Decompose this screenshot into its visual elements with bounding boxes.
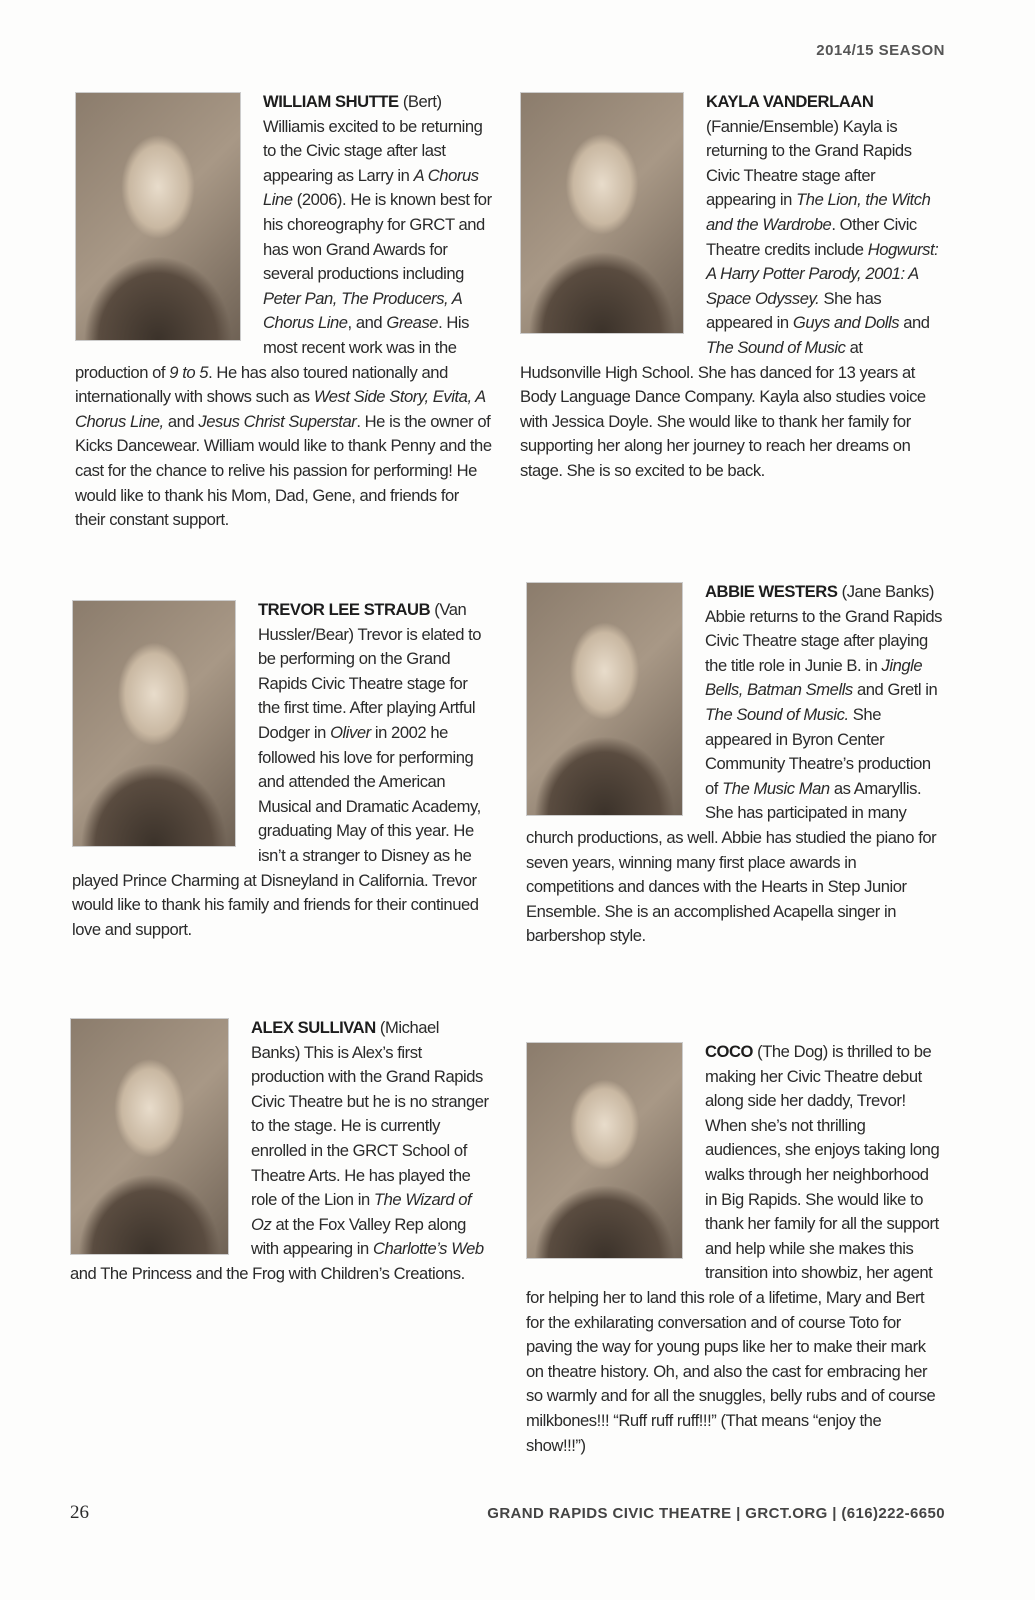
bio-william-shutte xyxy=(75,90,493,533)
page-number: 26 xyxy=(70,1502,89,1523)
headshot-photo xyxy=(72,600,236,847)
bio-trevor-lee-straub xyxy=(72,598,492,942)
bio-kayla-vanderlaan xyxy=(520,90,940,484)
headshot-photo xyxy=(75,92,241,341)
bio-text: (Fannie/Ensemble) Kayla is returning to the Grand Rapids Civic Theatre stage after appearing in xyxy=(706,116,912,210)
production-title: Charlotte’s Web xyxy=(372,1239,484,1259)
season-label: 2014/15 SEASON xyxy=(816,42,945,59)
bio-text: (Van Hussler/Bear) Trevor is elated to be performing on the Grand Rapids Civic Theatre stage for the first time. After playing Artful Dodger in xyxy=(258,600,482,742)
performer-name: ABBIE WESTERS xyxy=(705,582,838,601)
bio-text: (2006). He is known best for his choreography for GRCT and has won Grand Awards for several productions including xyxy=(263,190,492,284)
bio-text: (The Dog) is thrilled to be making her Civic Theatre debut along side her daddy, Trevor! When she’s not thrilling audiences, she enjoys taking long walks through her neighborhood in Big Rapids. She would like to thank her family for all the support and help while she makes this transition into showbiz, her agent for helping her to land this role of a lifetime, Mary and Bert for the exhilarating conversation and of course Toto for paving the way for young pups like her to make their mark on theatre history. Oh, and also the cast for embracing her so warmly and for all the snuggles, belly rubs and of course milkbones!!! “Ruff ruff ruff!!!” (That means “enjoy the show!!!”) xyxy=(526,1042,940,1455)
bio-text: (Michael Banks) This is Alex’s first production with the Grand Rapids Civic Theatre but he is no stranger to the stage. He is currently enrolled in the GRCT School of Theatre Arts. He has played the role of the Lion in xyxy=(251,1018,489,1210)
performer-name: TREVOR LEE STRAUB xyxy=(258,600,431,619)
bio-text: at Hudsonville High School. She has danced for 13 years at Body Language Dance Company. Kayla also studies voice with Jessica Doyle. She would like to thank her family for supporting her along her journey to reach her dreams on stage. She is so excited to be back. xyxy=(520,337,926,480)
bio-text: , and xyxy=(347,313,387,333)
production-title: Hogwurst: A Harry Potter Parody, 2001: A Space Odyssey. xyxy=(706,239,939,308)
headshot-photo xyxy=(520,92,684,334)
production-title: The Music Man xyxy=(722,778,830,798)
bio-text: She has appeared in xyxy=(706,288,882,333)
production-title: Jingle Bells, Batman Smells xyxy=(705,655,923,700)
production-title: Jesus Christ Superstar xyxy=(198,411,357,431)
performer-name: KAYLA VANDERLAAN xyxy=(706,92,874,111)
bio-alex-sullivan xyxy=(70,1016,490,1287)
production-title: The Lion, the Witch and the Wardrobe xyxy=(706,190,931,234)
production-title: Peter Pan, The Producers, A Chorus Line xyxy=(263,288,462,333)
bio-text: and Gretl in xyxy=(852,680,938,700)
bio-text: . His most recent work was in the production of xyxy=(75,313,470,382)
dog-photo xyxy=(526,1042,683,1259)
production-title: Guys and Dolls xyxy=(792,313,900,333)
production-title: A Chorus Line xyxy=(263,165,479,210)
bio-coco xyxy=(526,1040,944,1458)
bio-text: She appeared in Byron Center Community Theatre’s production of xyxy=(705,704,931,798)
bio-text: as Amaryllis. She has participated in many church productions, as well. Abbie has studied the piano for seven years, winning many first place awards in competitions and dances with the Hearts in Step Junior Ensemble. She is an accomplished Acapella singer in barbershop style. xyxy=(526,778,937,946)
bio-text: and xyxy=(163,411,199,431)
bio-text: . Other Civic Theatre credits include xyxy=(706,214,917,259)
production-title: 9 to 5 xyxy=(169,362,209,382)
headshot-photo xyxy=(70,1018,229,1255)
bio-text: and The Princess and the Frog with Children’s Creations. xyxy=(70,1263,465,1283)
production-title: The Wizard of Oz xyxy=(251,1190,472,1234)
performer-name: COCO xyxy=(705,1042,753,1061)
bio-text: and xyxy=(899,313,930,333)
production-title: Oliver xyxy=(330,722,371,742)
performer-name: ALEX SULLIVAN xyxy=(251,1018,376,1037)
bio-text: . He has also toured nationally and internationally with shows such as xyxy=(75,362,448,407)
production-title: The Sound of Music. xyxy=(705,704,849,724)
headshot-photo xyxy=(526,582,683,816)
bio-text: . He is the owner of Kicks Dancewear. William would like to thank Penny and the cast for the chance to relive his passion for performing! He would like to thank his Mom, Dad, Gene, and friends for their constant support. xyxy=(75,411,492,530)
production-title: The Sound of Music xyxy=(706,337,846,357)
bio-text: (Jane Banks) Abbie returns to the Grand Rapids Civic Theatre stage after playing the title role in Junie B. in xyxy=(705,582,942,675)
bio-text: (Bert) Williamis excited to be returning to the Civic stage after last appearing as Larry in xyxy=(263,92,483,185)
bio-text: at the Fox Valley Rep along with appearing in xyxy=(251,1214,466,1259)
footer-credit: GRAND RAPIDS CIVIC THEATRE | GRCT.ORG | (616)222-6650 xyxy=(487,1505,945,1522)
bio-abbie-westers xyxy=(526,580,944,949)
performer-name: WILLIAM SHUTTE xyxy=(263,92,399,111)
production-title: Grease xyxy=(386,313,439,333)
production-title: West Side Story, Evita, A Chorus Line, xyxy=(75,387,486,431)
bio-text: in 2002 he followed his love for performing and attended the American Musical and Dramatic Academy, graduating May of this year. He isn’t a stranger to Disney as he played Prince Charming at Disneyland in California. Trevor would like to thank his family and friends for their continued love and support. xyxy=(72,722,481,939)
